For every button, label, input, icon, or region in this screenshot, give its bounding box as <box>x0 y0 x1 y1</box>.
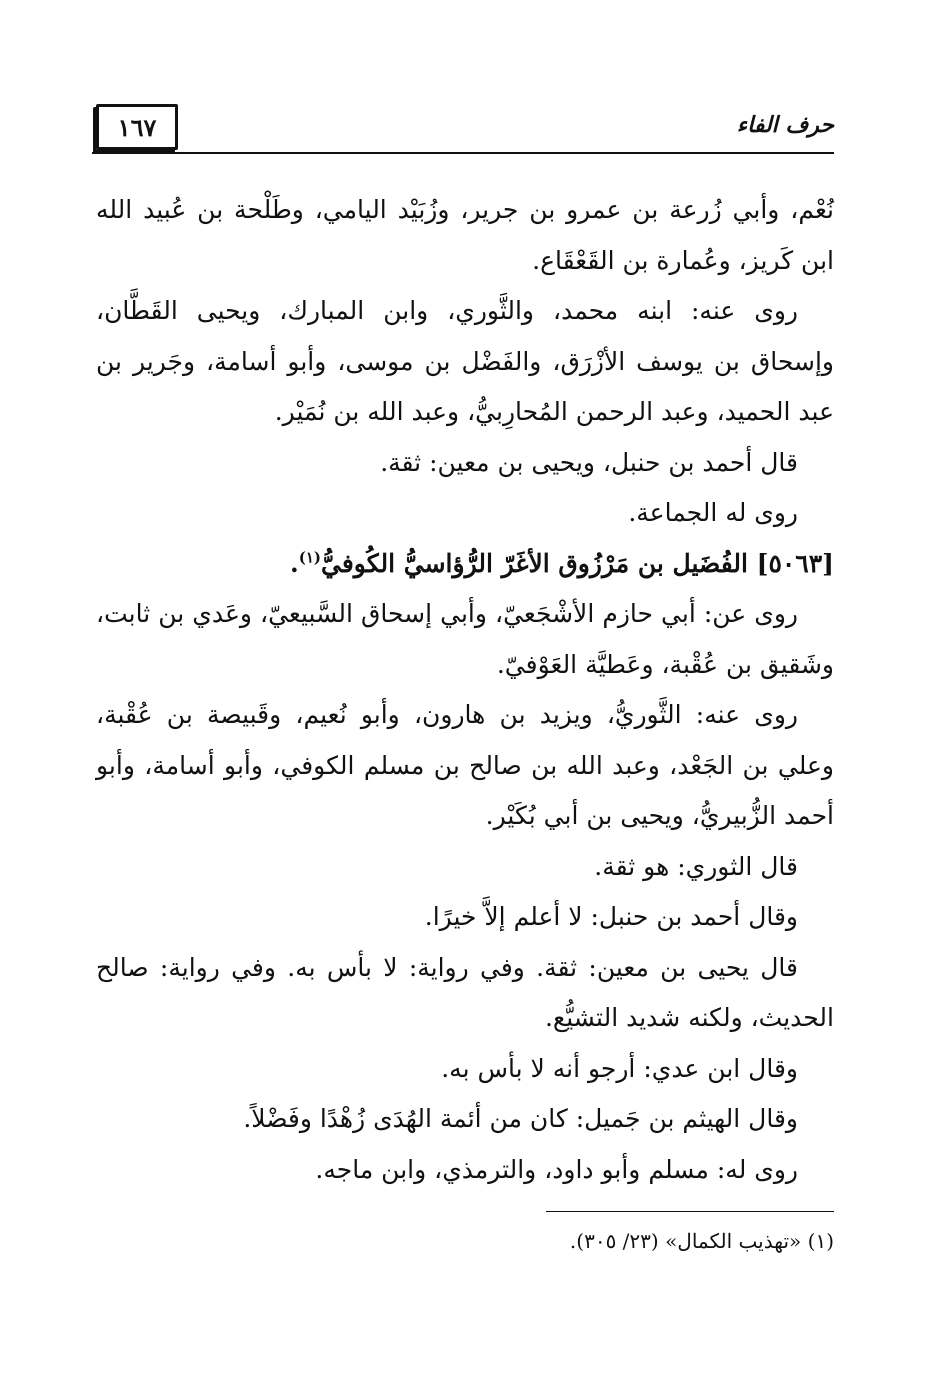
paragraph-ibn-adi-grading: وقال ابن عدي: أرجو أنه لا بأس به. <box>441 1053 798 1083</box>
paragraph-ahmad-grading: وقال أحمد بن حنبل: لا أعلم إلاَّ خيرًا. <box>424 902 798 931</box>
paragraph-narrated-from-him: روى عنه: ابنه محمد، والثَّوري، وابن المبارك، ويحيى القَطَّان، وإسحاق بن يوسف الأزْرَق، والفَضْل بن موسى، وأبو أسامة، وجَرير بن عبد الحميد، وعبد الرحمن المُحارِبيُّ، وعبد الله بن نُمَيْر. <box>96 296 834 426</box>
paragraph-grading: قال أحمد بن حنبل، ويحيى بن معين: ثقة. <box>380 447 798 477</box>
paragraph-entry-teachers: روى عن: أبي حازم الأشْجَعيّ، وأبي إسحاق السَّبيعيّ، وعَدي بن ثابت، وشَقيق بن عُقْبة، وعَطيَّة العَوْفيّ. <box>96 599 834 679</box>
paragraph-narrated-by: روى له الجماعة. <box>628 498 798 527</box>
footnote: (١) «تهذيب الكمال» (٢٣/ ٣٠٥). <box>569 1229 834 1253</box>
paragraph-ibn-maeen-grading: قال يحيى بن معين: ثقة. وفي رواية: لا بأس به. وفي رواية: صالح الحديث، ولكنه شديد التشيُّع. <box>96 952 834 1032</box>
main-text <box>96 185 834 1195</box>
entry-heading-end: . <box>290 548 299 578</box>
paragraph-thawri-grading: قال الثوري: هو ثقة. <box>594 851 798 881</box>
paragraph-teachers-continued: نُعْم، وأبي زُرعة بن عمرو بن جرير، وزُبَيْد اليامي، وطَلْحة بن عُبيد الله ابن كَريز، وعُمارة بن القَعْقَاع. <box>96 195 834 275</box>
entry-heading-text: [٥٠٦٣] الفُضَيل بن مَرْزُوق الأغَرّ الرُّؤاسيُّ الكُوفيُّ <box>321 548 834 578</box>
paragraph-haytham-grading: وقال الهيثم بن جَميل: كان من أئمة الهُدَى زُهْدًا وفَضْلاً. <box>243 1104 798 1133</box>
footnote-reference: (١) <box>298 548 321 567</box>
page-number: ١٦٧ <box>96 104 178 150</box>
paragraph-narrated-by-books: روى له: مسلم وأبو داود، والترمذي، وابن ماجه. <box>315 1154 798 1184</box>
page-header <box>92 100 834 154</box>
running-title: حرف الفاء <box>736 112 834 138</box>
paragraph-entry-students: روى عنه: الثَّوريُّ، ويزيد بن هارون، وأبو نُعيم، وقَبيصة بن عُقْبة، وعلي بن الجَعْد، وعبد الله بن صالح بن مسلم الكوفي، وأبو أسامة، وأبو أحمد الزُّبيريُّ، ويحيى بن أبي بُكَيْر. <box>96 700 834 830</box>
footnote-rule <box>546 1211 834 1212</box>
entry-heading <box>96 539 834 590</box>
header-rule <box>92 152 834 154</box>
